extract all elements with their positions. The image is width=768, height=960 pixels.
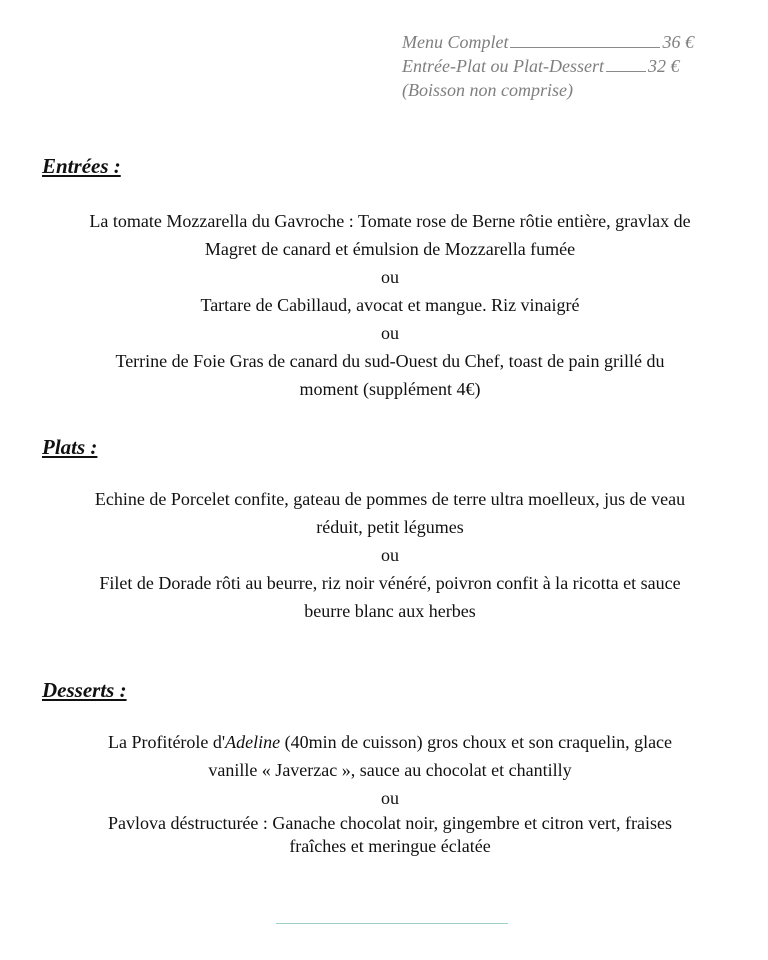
dish-entree-1-line-2: Magret de canard et émulsion de Mozzarella fumée bbox=[204, 239, 576, 259]
dish-plat-1-line-2: réduit, petit légumes bbox=[316, 517, 464, 537]
chef-name: Adeline bbox=[225, 732, 281, 752]
plats-list bbox=[30, 485, 750, 625]
dish-plat-1-line-1: Echine de Porcelet confite, gateau de pommes de terre ultra moelleux, jus de veau bbox=[94, 489, 686, 509]
drink-note: (Boisson non comprise) bbox=[402, 80, 573, 100]
dish-dessert-2-line-1: Pavlova déstructurée : Ganache chocolat noir, gingembre et citron vert, fraises bbox=[107, 813, 673, 833]
price-menu-complet bbox=[402, 30, 742, 54]
dish-dessert-1-prefix: La Profitérole d' bbox=[107, 732, 226, 752]
leader-line bbox=[510, 47, 660, 48]
entrees-list bbox=[30, 207, 750, 403]
desserts-list bbox=[30, 729, 750, 857]
price-formule bbox=[402, 54, 742, 78]
price-list bbox=[402, 30, 742, 102]
dish-dessert-1-line-1 bbox=[30, 729, 750, 755]
dish-dessert-1-suffix: (40min de cuisson) gros choux et son craquelin, glace bbox=[280, 732, 673, 752]
section-title-entrees: Entrées : bbox=[42, 154, 121, 178]
leader-line bbox=[606, 71, 646, 72]
dish-entree-3-line-2: moment (supplément 4€) bbox=[299, 379, 481, 399]
section-title-plats: Plats : bbox=[42, 435, 98, 459]
menu-complet-price: 36 € bbox=[662, 32, 694, 52]
footer-divider bbox=[276, 923, 508, 924]
separator-ou: ou bbox=[381, 545, 399, 565]
menu-complet-label: Menu Complet bbox=[402, 32, 509, 52]
separator-ou: ou bbox=[381, 788, 399, 808]
separator-ou: ou bbox=[381, 323, 399, 343]
dish-entree-2-line-1: Tartare de Cabillaud, avocat et mangue. Riz vinaigré bbox=[200, 295, 580, 315]
section-title-desserts: Desserts : bbox=[42, 678, 127, 702]
dish-plat-2-line-1: Filet de Dorade rôti au beurre, riz noir vénéré, poivron confit à la ricotta et sauce bbox=[99, 573, 681, 593]
dish-dessert-2-line-2: fraîches et meringue éclatée bbox=[289, 836, 491, 856]
separator-ou: ou bbox=[381, 267, 399, 287]
dish-entree-1-line-1: La tomate Mozzarella du Gavroche : Tomate rose de Berne rôtie entière, gravlax de bbox=[89, 211, 691, 231]
dish-plat-2-line-2: beurre blanc aux herbes bbox=[304, 601, 476, 621]
dish-entree-3-line-1: Terrine de Foie Gras de canard du sud-Ouest du Chef, toast de pain grillé du bbox=[115, 351, 665, 371]
formule-label: Entrée-Plat ou Plat-Dessert bbox=[402, 56, 604, 76]
formule-price: 32 € bbox=[647, 56, 680, 76]
dish-dessert-1-line-2: vanille « Javerzac », sauce au chocolat et chantilly bbox=[208, 760, 572, 780]
